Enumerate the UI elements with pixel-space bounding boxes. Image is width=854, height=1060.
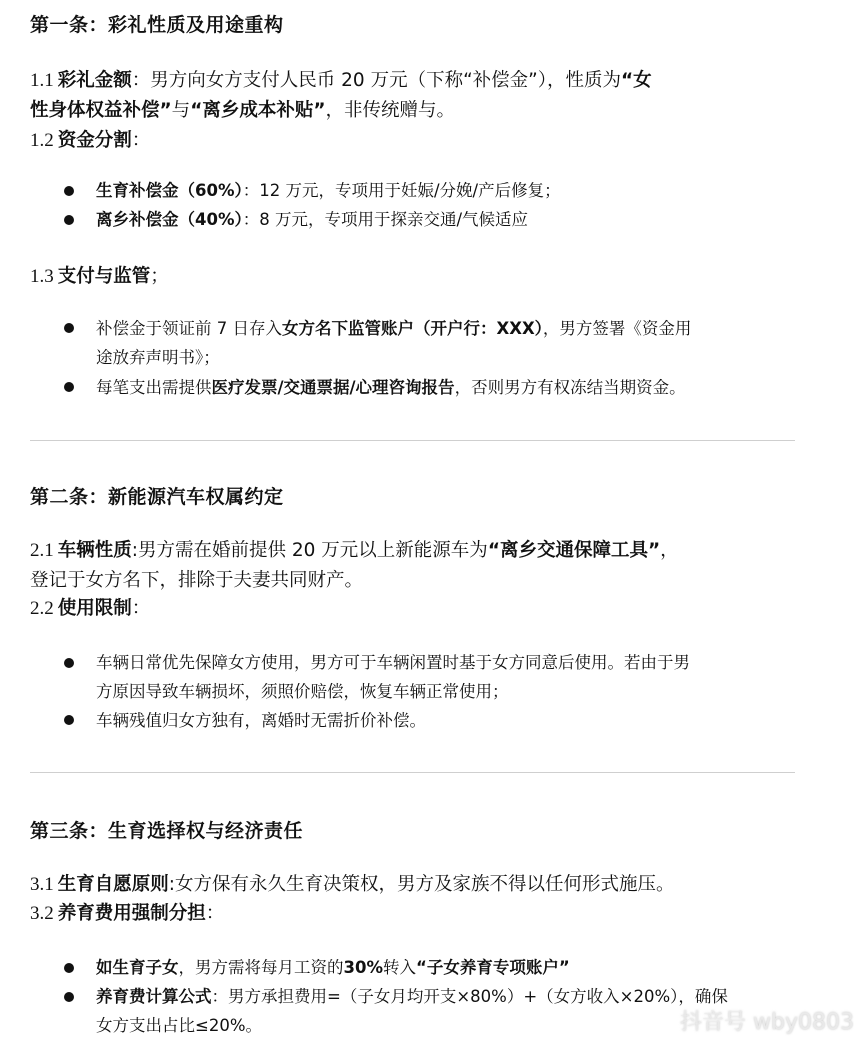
list-item: [96, 706, 426, 735]
item-emphasis: “子女养育专项账户”: [416, 958, 570, 977]
item-text: ：8 万元，专项用于探亲交通/气候适应: [242, 210, 529, 229]
clause-2-1: [30, 536, 814, 596]
clause-text: ，非传统赠与。: [325, 100, 456, 121]
clause-label: 养育费用强制分担: [57, 903, 206, 924]
item-emphasis: 女方名下监管账户（开户行：XXX）: [282, 319, 543, 338]
clause-1-1-line-1: [30, 66, 814, 96]
bullet-icon: [64, 382, 74, 392]
item-text: ：12 万元，专项用于妊娠/分娩/产后修复；: [242, 181, 561, 200]
item-text: ，男方需将每月工资的: [178, 958, 344, 977]
clause-1-1: [30, 66, 814, 126]
clause-text: ：男方向女方支付人民币 20 万元（下称“补偿金”），性质为: [131, 70, 621, 91]
clause-label: 使用限制: [57, 598, 132, 619]
list-item: [96, 373, 686, 402]
bullet-icon: [64, 186, 74, 196]
clause-text: ：: [205, 903, 225, 924]
clause-emphasis: 性身体权益补偿”: [30, 100, 172, 121]
clause-label: 资金分割: [57, 130, 132, 151]
bullet-icon: [64, 992, 74, 1002]
clause-number: 3.2: [30, 903, 54, 924]
item-label: 生育补偿金（60%）: [96, 181, 243, 200]
item-text: ，否则男方有权冻结当期资金。: [454, 378, 686, 397]
section-divider: [30, 440, 795, 441]
clause-number: 1.1: [30, 70, 54, 91]
watermark: 抖音号 wby0803: [680, 1010, 854, 1035]
clause-3-2: [30, 899, 814, 929]
clause-3-1: [30, 870, 814, 900]
clause-label: 生育自愿原则: [57, 874, 169, 895]
item-label: 离乡补偿金（40%）: [96, 210, 243, 229]
item-text: 补偿金于领证前 7 日存入: [96, 319, 282, 338]
clause-text: ；: [150, 266, 169, 287]
clause-number: 2.2: [30, 598, 54, 619]
item-label: 养育费计算公式: [96, 987, 212, 1006]
clause-emphasis: “离乡交通保障工具”: [487, 540, 661, 561]
item-text: ：男方承担费用=（子女月均开支×80%）+（女方收入×20%），确保: [211, 987, 728, 1006]
list-item: [96, 982, 728, 1040]
clause-text: 与: [171, 100, 191, 121]
clause-text: :男方需在婚前提供 20 万元以上新能源车为: [131, 540, 488, 561]
list-item: [96, 205, 528, 234]
item-text: ，男方签署《资金用: [542, 319, 692, 338]
clause-1-1-line-2: [30, 96, 814, 126]
clause-text: ，: [660, 540, 679, 561]
section-3-heading: 第三条：生育选择权与经济责任: [30, 820, 304, 842]
item-text: 每笔支出需提供: [96, 378, 212, 397]
clause-1-2: [30, 126, 814, 156]
item-text: 方原因导致车辆损坏，须照价赔偿，恢复车辆正常使用；: [96, 682, 509, 701]
bullet-icon: [64, 963, 74, 973]
clause-emphasis: “女: [621, 70, 652, 91]
list-item: [96, 176, 561, 205]
bullet-icon: [64, 658, 74, 668]
item-text: 车辆残值归女方独有，离婚时无需折价补偿。: [96, 711, 426, 730]
clause-text: :女方保有永久生育决策权，男方及家族不得以任何形式施压。: [168, 874, 675, 895]
section-1-heading: 第一条：彩礼性质及用途重构: [30, 14, 284, 36]
clause-text: ：: [131, 130, 151, 151]
list-item: [96, 314, 691, 372]
clause-number: 2.1: [30, 540, 54, 561]
clause-text: ：: [131, 598, 151, 619]
item-text: 车辆日常优先保障女方使用，男方可于车辆闲置时基于女方同意后使用。若由于男: [96, 653, 690, 672]
clause-number: 1.2: [30, 130, 54, 151]
clause-1-3: [30, 262, 814, 292]
clause-label: 车辆性质: [57, 540, 132, 561]
clause-emphasis: “离乡成本补贴”: [190, 100, 326, 121]
clause-label: 彩礼金额: [57, 70, 132, 91]
clause-text: 登记于女方名下，排除于夫妻共同财产。: [30, 570, 364, 591]
item-emphasis: 30%: [343, 958, 383, 977]
item-text: 转入: [383, 958, 416, 977]
clause-number: 3.1: [30, 874, 54, 895]
list-item: [96, 648, 690, 706]
bullet-icon: [64, 323, 74, 333]
item-label: 如生育子女: [96, 958, 179, 977]
list-item: [96, 953, 570, 982]
bullet-icon: [64, 215, 74, 225]
section-divider: [30, 772, 795, 773]
section-2-heading: 第二条：新能源汽车权属约定: [30, 486, 284, 508]
item-text: 途放弃声明书》；: [96, 348, 220, 367]
bullet-icon: [64, 715, 74, 725]
item-emphasis: 医疗发票/交通票据/心理咨询报告: [211, 378, 455, 397]
item-text: 女方支出占比≤20%。: [96, 1016, 262, 1035]
clause-label: 支付与监管: [57, 266, 151, 287]
clause-2-2: [30, 594, 814, 624]
clause-number: 1.3: [30, 266, 54, 287]
